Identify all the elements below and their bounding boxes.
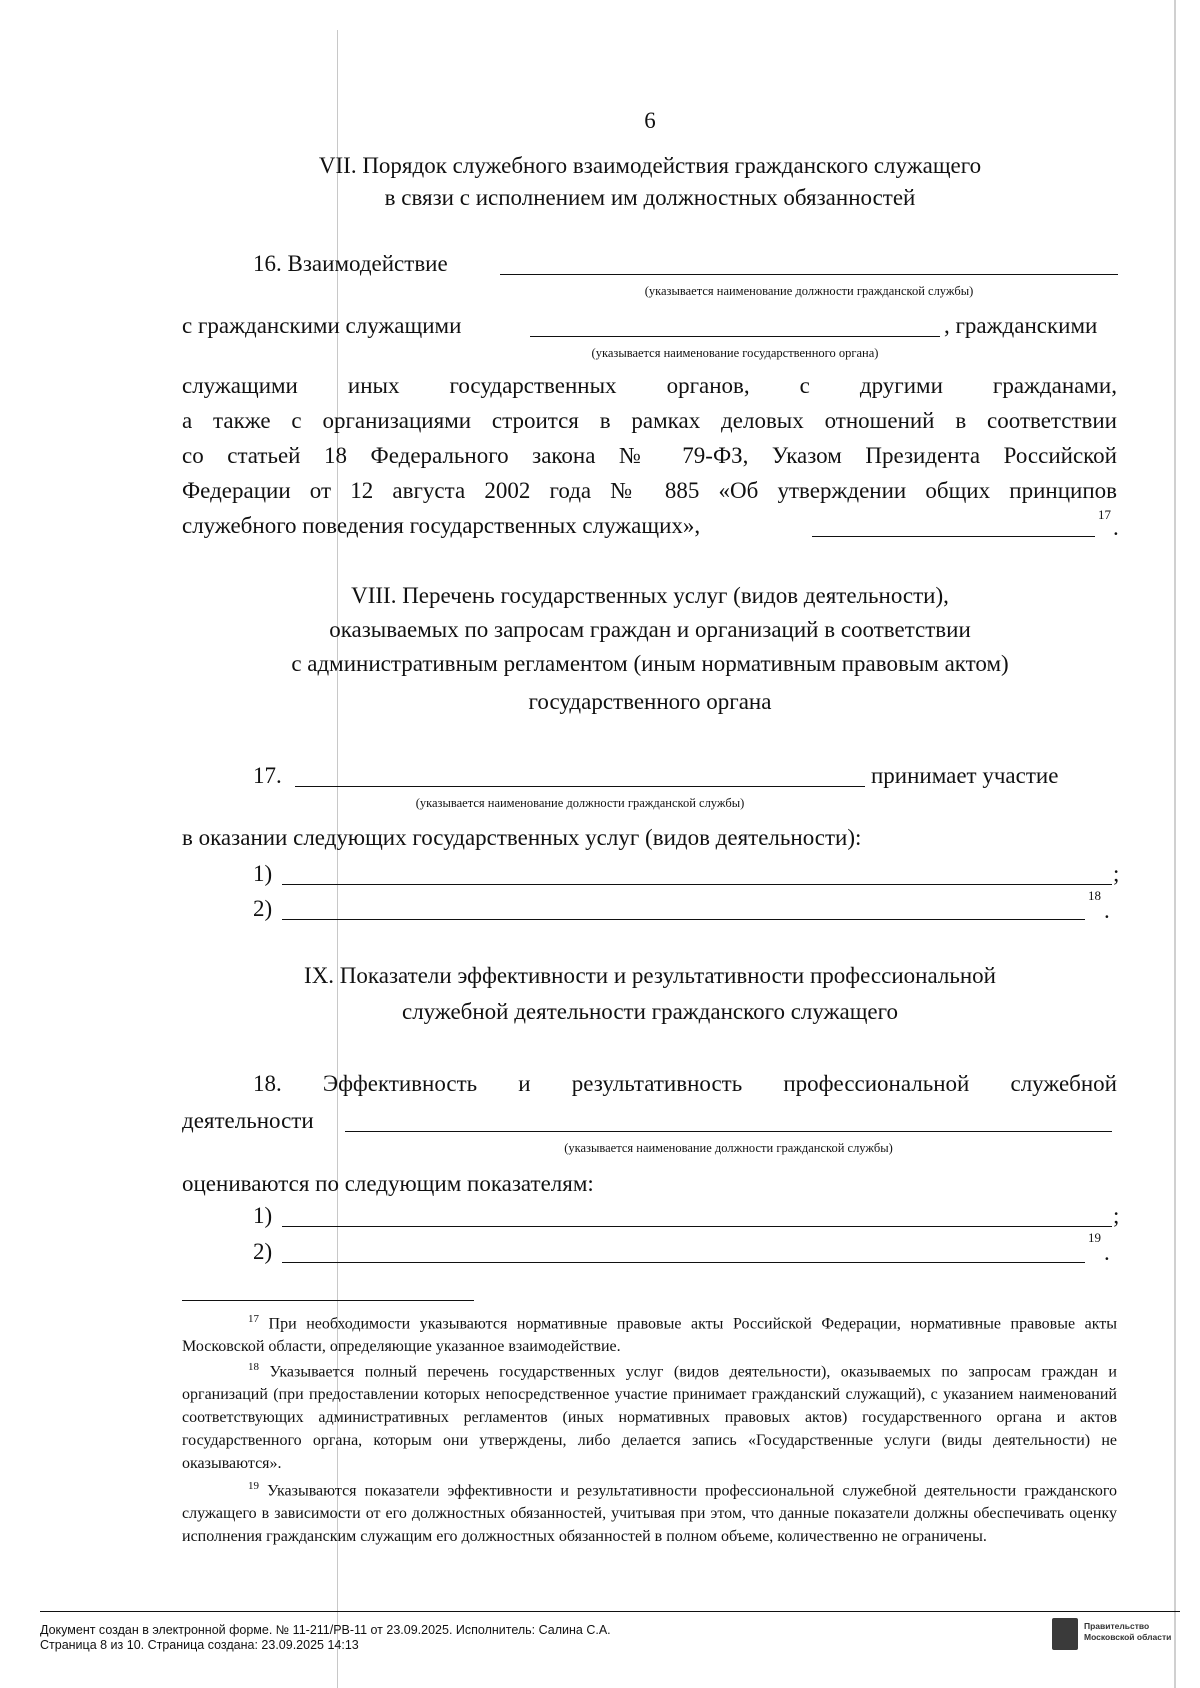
section7-heading-line1: VII. Порядок служебного взаимодействия гражданского служащего — [318, 153, 982, 178]
footnote-number: 17 — [248, 1313, 259, 1325]
civil-servants-text: с гражданскими служащими — [182, 313, 462, 338]
footnote-text: При необходимости указываются нормативные правовые акты Российской Федерации, нормативные правовые акты Московской области, определяющие указанное взаимодействие. — [182, 1315, 1118, 1356]
position-caption: (указывается наименование должности гражданской службы) — [644, 284, 974, 298]
paragraph-line: со статьей 18 Федерального закона № 79-ФЗ, Указом Президента Российской — [182, 443, 1117, 468]
paragraph-last-line: служебного поведения государственных служащих», — [182, 513, 701, 538]
interaction-fill-line — [812, 536, 1095, 537]
scan-edge-line — [1174, 0, 1176, 1688]
section8-heading-line: государственного органа — [528, 689, 772, 714]
authority-fill-line — [530, 336, 940, 337]
item17-fill-line — [295, 786, 865, 787]
footer-rule — [40, 1611, 1180, 1612]
section9-heading-line1: IX. Показатели эффективности и результативности профессиональной — [304, 963, 996, 988]
footnote-number: 19 — [248, 1480, 259, 1492]
indicator-fill-line — [282, 1226, 1112, 1227]
item18-line1: 18. Эффективность и результативность профессиональной служебной — [253, 1071, 1117, 1096]
paragraph-line: а также с организациями строится в рамках деловых отношений в соответствии — [182, 408, 1117, 433]
logo-line2: Московской области — [1084, 1632, 1172, 1642]
footer-doc-info: Документ создан в электронной форме. № 11-211/РВ-11 от 23.09.2025. Исполнитель: Салина С.А. — [40, 1623, 611, 1637]
end-mark: . — [1104, 1240, 1110, 1265]
footnote-18 — [182, 1356, 1117, 1475]
section8-heading-line: с административным регламентом (иным нормативным правовым актом) — [291, 651, 1009, 676]
evaluated-by-text: оцениваются по следующим показателям: — [182, 1171, 594, 1196]
footnote-text: Указываются показатели эффективности и результативности профессиональной служебной деятельности гражданского служащего в зависимости от его должностных обязанностей, учитывая при этом, что данные показатели должны обеспечивать оценку исполнения гражданским служащим его должностных обязанностей в полном объеме, количественно не ограничены. — [182, 1482, 1118, 1546]
paragraph-line: Федерации от 12 августа 2002 года № 885 «Об утверждении общих принципов — [182, 478, 1117, 503]
section9-heading-line2: служебной деятельности гражданского служащего — [401, 999, 898, 1024]
coat-of-arms-icon — [1052, 1618, 1078, 1650]
footer-page-info: Страница 8 из 10. Страница создана: 23.09.2025 14:13 — [40, 1638, 359, 1652]
civil-servants-after: , гражданскими — [944, 313, 1098, 338]
end-mark: . — [1113, 515, 1119, 540]
item16-label: 16. Взаимодействие — [253, 251, 448, 276]
footnote-ref-18: 18 — [1088, 888, 1101, 903]
service-fill-line — [282, 919, 1085, 920]
footnote-separator — [182, 1300, 474, 1301]
list-item-number: 1) — [253, 861, 273, 886]
indicator-fill-line — [282, 1262, 1085, 1263]
section7-heading-line2: в связи с исполнением им должностных обязанностей — [384, 185, 916, 210]
list-item-number: 1) — [253, 1203, 273, 1228]
item1-end: ; — [1113, 1203, 1120, 1228]
position-fill-line — [500, 274, 1118, 275]
end-mark: . — [1104, 898, 1110, 923]
item1-end: ; — [1113, 861, 1120, 886]
page-number: 6 — [644, 108, 656, 133]
services-intro: в оказании следующих государственных услуг (видов деятельности): — [182, 825, 862, 850]
section8-heading-line: оказываемых по запросам граждан и организаций в соответствии — [329, 617, 971, 642]
paragraph-line: служащими иных государственных органов, с другими гражданами, — [182, 373, 1117, 398]
list-item-number: 2) — [253, 1239, 273, 1264]
item17-label: 17. — [253, 763, 282, 788]
footnote-ref-17: 17 — [1098, 507, 1111, 522]
authority-caption: (указывается наименование государственного органа) — [591, 346, 879, 360]
position-caption: (указывается наименование должности гражданской службы) — [564, 1141, 893, 1155]
government-logo-text — [1084, 1621, 1171, 1643]
footnote-19 — [182, 1475, 1117, 1548]
takes-part-text: принимает участие — [871, 763, 1059, 788]
footnote-text: Указывается полный перечень государственных услуг (видов деятельности), оказываемых по запросам граждан и организаций (при предоставлении которых непосредственное участие принимает гражданский служащий), с указанием наименований соответствующих административных регламентов (иных нормативных правовых актов) государственного органа и актов государственного органа, которым они утверждены, либо делается запись «Государственные услуги (виды деятельности) не оказываются». — [182, 1363, 1117, 1473]
position-caption: (указывается наименование должности гражданской службы) — [415, 796, 745, 810]
logo-line1: Правительство — [1084, 1621, 1150, 1631]
list-item-number: 2) — [253, 896, 273, 921]
position-fill-line — [345, 1131, 1112, 1132]
activity-word: деятельности — [182, 1108, 314, 1133]
footnote-17 — [182, 1308, 1117, 1358]
section8-heading-line: VIII. Перечень государственных услуг (видов деятельности), — [351, 583, 949, 608]
footnote-number: 18 — [248, 1361, 259, 1373]
service-fill-line — [282, 884, 1112, 885]
footnote-ref-19: 19 — [1088, 1230, 1101, 1245]
